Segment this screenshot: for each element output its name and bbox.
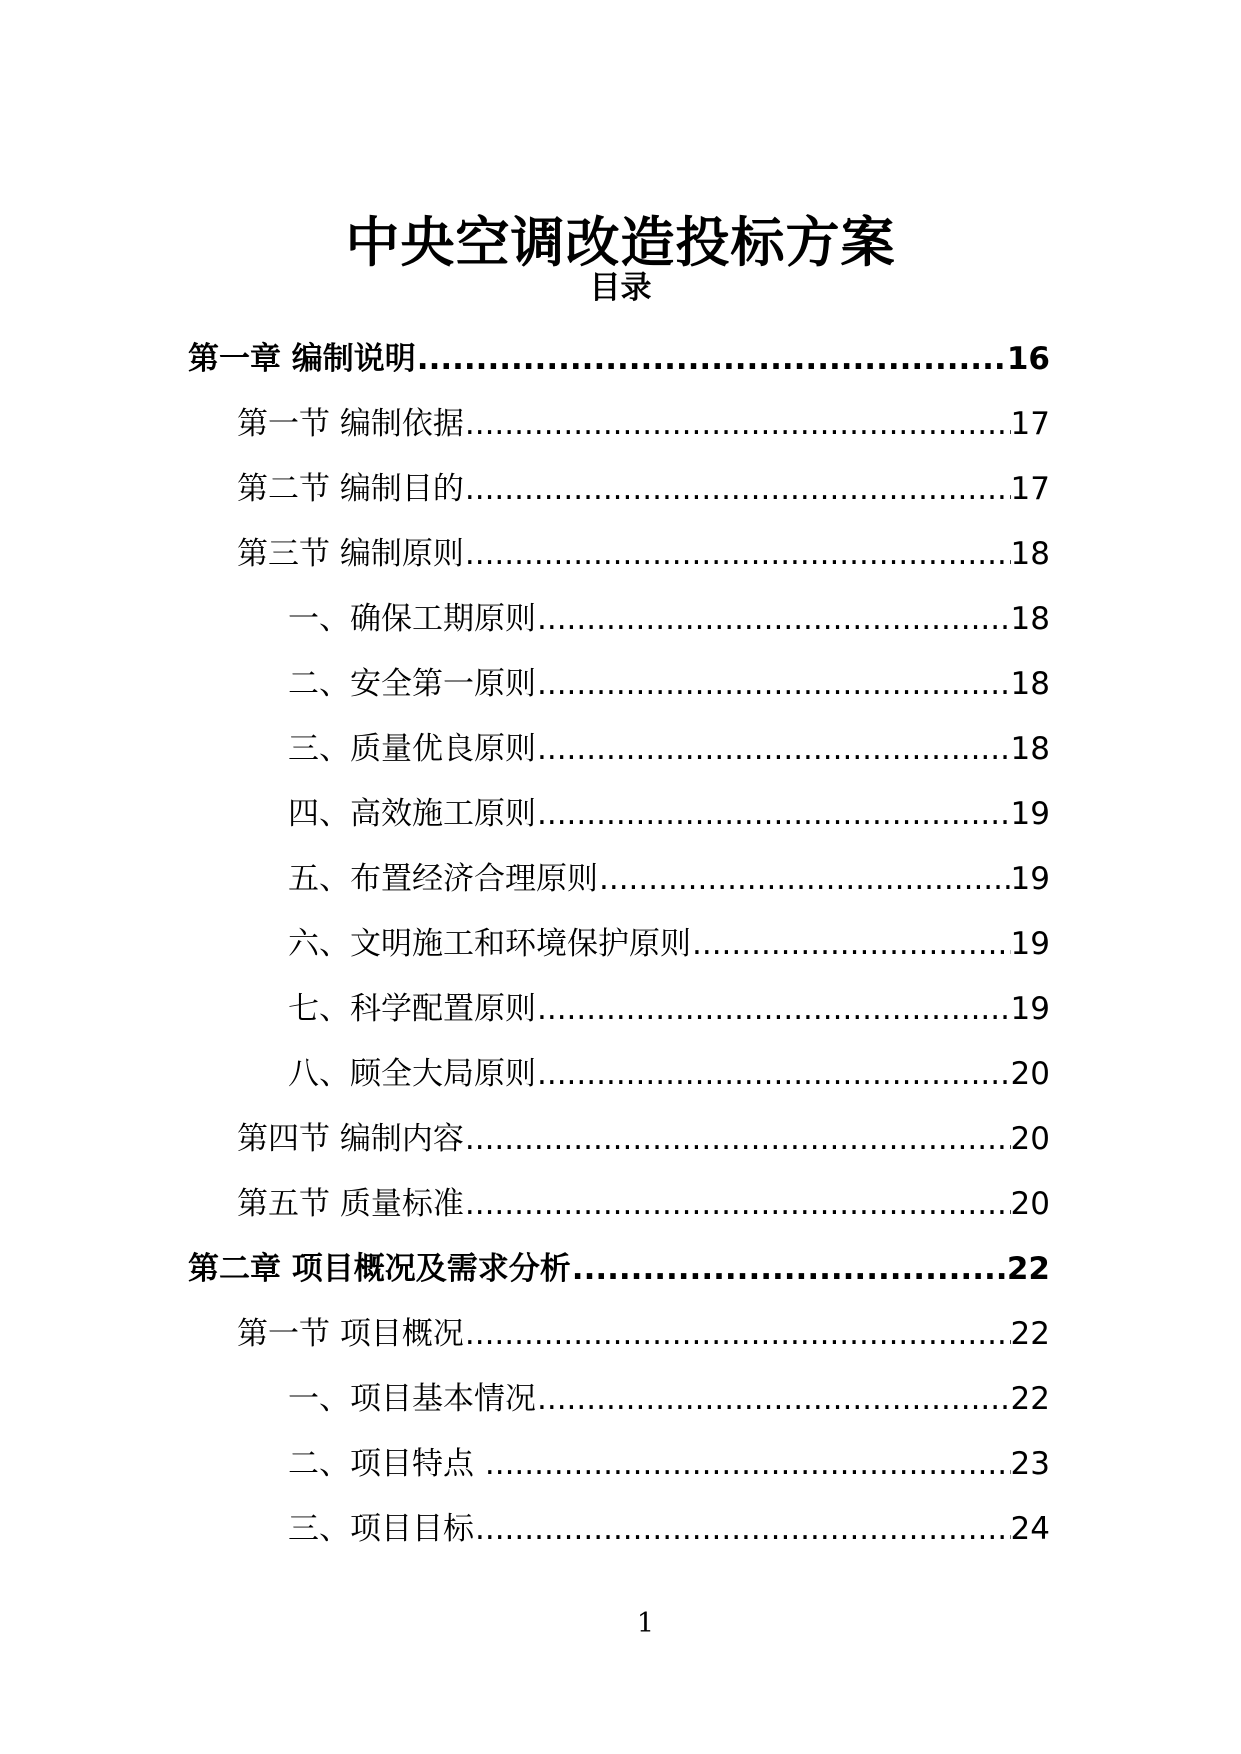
toc-entry-label: 一、确保工期原则 [288, 600, 536, 637]
toc-entry-page: 19 [1010, 795, 1050, 832]
table-of-contents [0, 326, 1241, 1561]
toc-entry-page: 19 [1010, 925, 1050, 962]
toc-subsection[interactable] [288, 586, 1050, 651]
toc-leader-dots [464, 1312, 1011, 1356]
toc-entry-page: 22 [1006, 1250, 1050, 1287]
toc-leader-dots [416, 337, 1007, 381]
toc-entry-label: 第五节 质量标准 [237, 1185, 464, 1222]
toc-entry-label: 七、科学配置原则 [288, 990, 536, 1027]
document-title: 中央空调改造投标方案 [345, 211, 896, 275]
toc-entry-label: 第二章 项目概况及需求分析 [188, 1250, 571, 1287]
toc-entry-page: 17 [1010, 405, 1050, 442]
toc-entry-page: 22 [1010, 1315, 1050, 1352]
toc-section[interactable] [237, 1171, 1050, 1236]
toc-entry-label: 六、文明施工和环境保护原则 [288, 925, 691, 962]
toc-entry-page: 18 [1010, 600, 1050, 637]
toc-leader-dots [464, 1117, 1011, 1161]
toc-section[interactable] [237, 521, 1050, 586]
toc-leader-dots [536, 1052, 1011, 1096]
toc-leader-dots [536, 662, 1011, 706]
toc-entry-label: 三、质量优良原则 [288, 730, 536, 767]
toc-entry-page: 23 [1010, 1445, 1050, 1482]
toc-section[interactable] [237, 1301, 1050, 1366]
toc-entry-page: 18 [1010, 730, 1050, 767]
toc-leader-dots [536, 1377, 1011, 1421]
toc-leader-dots [474, 1507, 1011, 1551]
toc-heading: 目录 [589, 270, 652, 306]
toc-entry-page: 22 [1010, 1380, 1050, 1417]
toc-leader-dots [536, 597, 1011, 641]
toc-subsection[interactable] [288, 911, 1050, 976]
toc-entry-page: 18 [1010, 665, 1050, 702]
toc-chapter-1[interactable] [188, 326, 1050, 391]
toc-entry-page: 19 [1010, 990, 1050, 1027]
toc-subsection[interactable] [288, 1041, 1050, 1106]
toc-entry-label: 第四节 编制内容 [237, 1120, 464, 1157]
toc-leader-dots [571, 1247, 1007, 1291]
toc-entry-label: 二、安全第一原则 [288, 665, 536, 702]
toc-entry-page: 17 [1010, 470, 1050, 507]
toc-entry-page: 24 [1010, 1510, 1050, 1547]
toc-entry-page: 18 [1010, 535, 1050, 572]
toc-section[interactable] [237, 391, 1050, 456]
toc-entry-label: 第二节 编制目的 [237, 470, 464, 507]
toc-entry-label: 八、顾全大局原则 [288, 1055, 536, 1092]
toc-leader-dots [536, 987, 1011, 1031]
toc-subsection[interactable] [288, 716, 1050, 781]
toc-leader-dots [464, 402, 1011, 446]
toc-subsection[interactable] [288, 976, 1050, 1041]
toc-leader-dots [536, 792, 1011, 836]
toc-entry-label: 第一节 项目概况 [237, 1315, 464, 1352]
toc-entry-label: 二、项目特点 [288, 1445, 484, 1482]
toc-entry-label: 一、项目基本情况 [288, 1380, 536, 1417]
page-number: 1 [636, 1608, 655, 1639]
toc-subsection[interactable] [288, 651, 1050, 716]
toc-entry-page: 16 [1006, 340, 1050, 377]
toc-entry-label: 三、项目目标 [288, 1510, 474, 1547]
toc-entry-label: 第一章 编制说明 [188, 340, 416, 377]
toc-leader-dots [464, 1182, 1011, 1226]
toc-leader-dots [484, 1442, 1011, 1486]
toc-subsection[interactable] [288, 846, 1050, 911]
toc-subsection[interactable] [288, 1431, 1050, 1496]
toc-leader-dots [691, 922, 1011, 966]
toc-subsection[interactable] [288, 781, 1050, 846]
toc-section[interactable] [237, 456, 1050, 521]
toc-entry-label: 四、高效施工原则 [288, 795, 536, 832]
toc-entry-label: 五、布置经济合理原则 [288, 860, 598, 897]
toc-entry-label: 第一节 编制依据 [237, 405, 464, 442]
toc-subsection[interactable] [288, 1496, 1050, 1561]
toc-entry-page: 20 [1010, 1120, 1050, 1157]
toc-subsection[interactable] [288, 1366, 1050, 1431]
toc-entry-page: 20 [1010, 1055, 1050, 1092]
toc-chapter-2[interactable] [188, 1236, 1050, 1301]
toc-leader-dots [536, 727, 1011, 771]
toc-leader-dots [464, 467, 1011, 511]
toc-leader-dots [598, 857, 1011, 901]
toc-section[interactable] [237, 1106, 1050, 1171]
toc-entry-page: 20 [1010, 1185, 1050, 1222]
toc-entry-label: 第三节 编制原则 [237, 535, 464, 572]
toc-leader-dots [464, 532, 1011, 576]
toc-entry-page: 19 [1010, 860, 1050, 897]
